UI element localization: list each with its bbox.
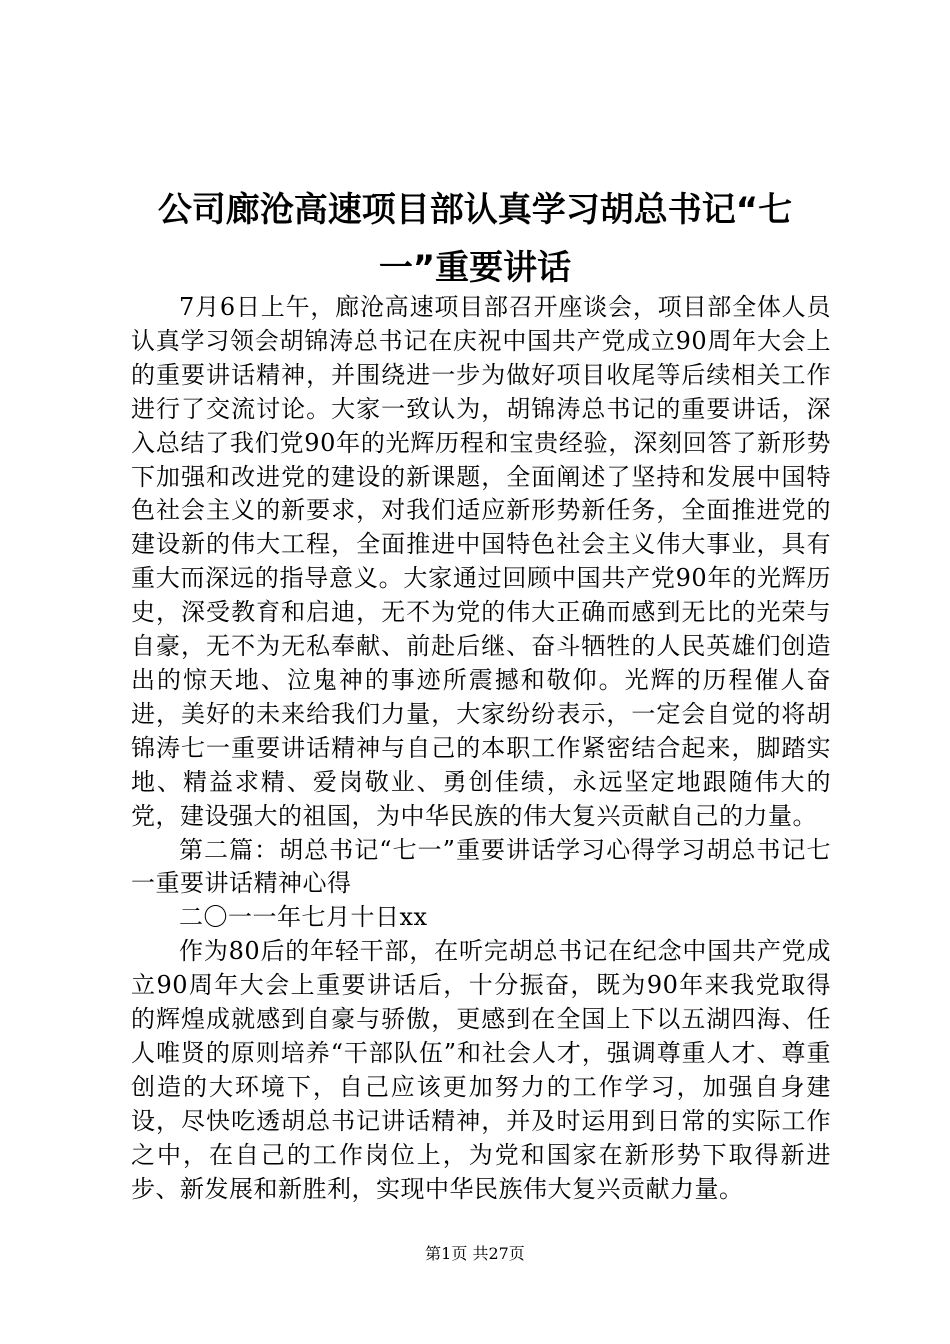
paragraph-reflection: 作为80后的年轻干部，在听完胡总书记在纪念中国共产党成立90周年大会上重要讲话后，十分振奋，既为90年来我党取得的辉煌成就感到自豪与骄傲，更感到在全国上下以五湖四海、任人唯贤的原则培养“干部队伍”和社会人才，强调尊重人才、尊重创造的大环境下，自己应该更加努力的工作学习，加强自身建设，尽快吃透胡总书记讲话精神，并及时运用到日常的实际工作之中，在自己的工作岗位上，为党和国家在新形势下取得新进步、新发展和新胜利，实现中华民族伟大复兴贡献力量。 bbox=[131, 937, 831, 1203]
page-number-footer: 第1页 共27页 bbox=[425, 1244, 525, 1263]
paragraph-date-line: 二〇一一年七月十日xx bbox=[179, 903, 428, 932]
paragraph-section-heading: 第二篇：胡总书记“七一”重要讲话学习心得学习胡总书记七一重要讲话精神心得 bbox=[131, 835, 831, 898]
document-title-line1: 公司廊沧高速项目部认真学习胡总书记“七 bbox=[157, 190, 793, 230]
document-title-line2: 一”重要讲话 bbox=[378, 248, 572, 288]
document-body bbox=[131, 291, 831, 1206]
paragraph-meeting-report: 7月6日上午，廊沧高速项目部召开座谈会，项目部全体人员认真学习领会胡锦涛总书记在庆祝中国共产党成立90周年大会上的重要讲话精神，并围绕进一步为做好项目收尾等后续相关工作进行了交流讨论。大家一致认为，胡锦涛总书记的重要讲话，深入总结了我们党90年的光辉历程和宝贵经验，深刻回答了新形势下加强和改进党的建设的新课题，全面阐述了坚持和发展中国特色社会主义的新要求，对我们适应新形势新任务，全面推进党的建设新的伟大工程，全面推进中国特色社会主义伟大事业，具有重大而深远的指导意义。大家通过回顾中国共产党90年的光辉历史，深受教育和启迪，无不为党的伟大正确而感到无比的光荣与自豪，无不为无私奉献、前赴后继、奋斗牺牲的人民英雄们创造出的惊天地、泣鬼神的事迹所震撼和敬仰。光辉的历程催人奋进，美好的未来给我们力量，大家纷纷表示，一定会自觉的将胡锦涛七一重要讲话精神与自己的本职工作紧密结合起来，脚踏实地、精益求精、爱岗敬业、勇创佳绩，永远坚定地跟随伟大的党，建设强大的祖国，为中华民族的伟大复兴贡献自己的力量。 bbox=[131, 293, 831, 830]
